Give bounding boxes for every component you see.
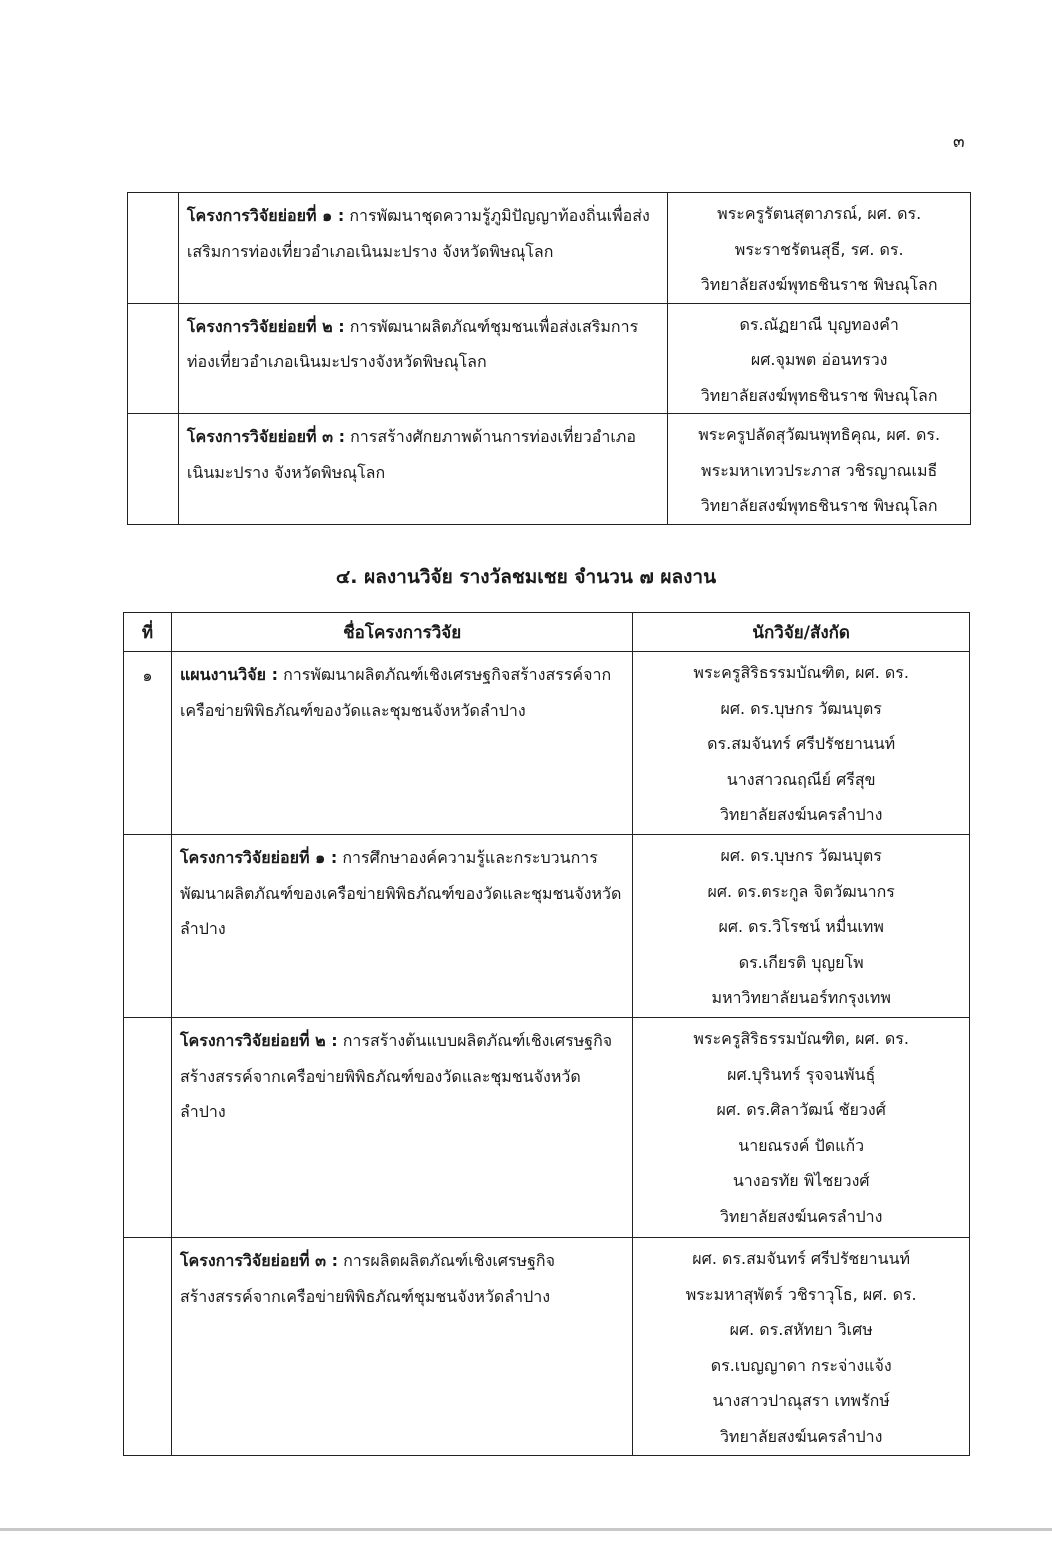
researcher-cell (633, 652, 970, 835)
header-number: ที่ (124, 613, 172, 652)
project-label: โครงการวิจัยย่อยที่ ๓ : (179, 1251, 339, 1270)
researcher-name: วิทยาลัยสงฆ์นครลำปาง (719, 1206, 883, 1226)
researcher-name: นางอรทัย พิไชยวงศ์ (732, 1171, 870, 1190)
row-number-cell (124, 652, 172, 835)
project-title-cell (178, 193, 667, 304)
project-title-cell (171, 1238, 632, 1456)
table-row (128, 193, 971, 304)
row-number-cell (124, 835, 172, 1018)
researcher-name: ผศ.จุมพต อ่อนทรวง (750, 350, 888, 369)
row-number-cell (124, 1238, 172, 1456)
project-label: โครงการวิจัยย่อยที่ ๑ : (179, 848, 338, 867)
researcher-name: ผศ. ดร.บุษกร วัฒนบุตร (720, 846, 882, 865)
row-number-cell (124, 1018, 172, 1238)
project-title: การพัฒนาชุดความรู้ภูมิปัญญาท้องถิ่นเพื่อส่งเสริมการท่องเที่ยวอำเภอเนินมะปราง จังหวัดพิษณุโลก (186, 206, 650, 261)
researcher-name: นางสาวณฤณีย์ ศรีสุข (726, 769, 876, 789)
project-title: การพัฒนาผลิตภัณฑ์ชุมชนเพื่อส่งเสริมการท่องเที่ยวอำเภอเนินมะปรางจังหวัดพิษณุโลก (186, 316, 639, 371)
scan-edge-line (0, 1528, 1052, 1531)
researcher-name: พระครูสิริธรรมบัณฑิต, ผศ. ดร. (693, 1029, 909, 1048)
researcher-cell (633, 1018, 970, 1238)
researcher-name: นายณรงค์ ปัดแก้ว (738, 1135, 865, 1155)
researcher-name: ผศ. ดร.สมจันทร์ ศรีปรัชยานนท์ (692, 1249, 911, 1268)
researcher-name: ผศ.บุรินทร์ รุจจนพันธุ์ (727, 1064, 876, 1084)
project-title: การผลิตผลิตภัณฑ์เชิงเศรษฐกิจสร้างสรรค์จากเครือข่ายพิพิธภัณฑ์ชุมชนจังหวัดลำปาง (179, 1251, 555, 1306)
researcher-name: วิทยาลัยสงฆ์นครลำปาง (719, 805, 883, 824)
row-number-cell (128, 303, 179, 414)
project-title: การศึกษาองค์ความรู้และกระบวนการพัฒนาผลิตภัณฑ์ของเครือข่ายพิพิธภัณฑ์ของวัดและชุมชนจังหวัดลำปาง (179, 848, 622, 938)
researcher-name: วิทยาลัยสงฆ์พุทธชินราช พิษณุโลก (700, 496, 938, 515)
researcher-name: วิทยาลัยสงฆ์พุทธชินราช พิษณุโลก (700, 275, 938, 294)
honorable-mention-table (123, 612, 970, 1456)
researcher-name: ดร.เบญญาดา กระจ่างแจ้ง (710, 1355, 892, 1375)
researcher-name: พระมหาเทวประภาส วชิรญาณเมธี (701, 460, 938, 480)
researcher-name: พระราชรัตนสุธี, รศ. ดร. (734, 239, 904, 259)
researcher-name: ผศ. ดร.ตระกูล จิตวัฒนากร (707, 881, 895, 901)
table-row (124, 1238, 970, 1456)
researcher-name: นางสาวปาณุสรา เทพรักษ์ (712, 1391, 890, 1410)
researcher-name: พระครูรัตนสุตาภรณ์, ผศ. ดร. (717, 204, 922, 223)
header-project: ชื่อโครงการวิจัย (171, 613, 632, 652)
project-label: แผนงานวิจัย : (179, 665, 278, 684)
table-row (128, 414, 971, 525)
researcher-name: วิทยาลัยสงฆ์นครลำปาง (719, 1426, 883, 1446)
project-title-cell (178, 303, 667, 414)
researcher-cell (668, 303, 971, 414)
section-heading: ๔. ผลงานวิจัย รางวัลชมเชย จำนวน ๗ ผลงาน (335, 566, 717, 588)
project-title-cell (171, 652, 632, 835)
project-title-cell (178, 414, 667, 525)
researcher-name: ผศ. ดร.วิโรชน์ หมื่นเทพ (718, 917, 884, 936)
page-number: ๓ (953, 132, 965, 152)
research-table-continued (127, 192, 971, 525)
row-number-cell (128, 414, 179, 525)
project-label: โครงการวิจัยย่อยที่ ๓ : (186, 427, 346, 446)
project-label: โครงการวิจัยย่อยที่ ๒ : (186, 316, 345, 336)
project-title-cell (171, 1018, 632, 1238)
table-row (124, 835, 970, 1018)
researcher-name: ผศ. ดร.บุษกร วัฒนบุตร (720, 698, 882, 718)
project-label: โครงการวิจัยย่อยที่ ๒ : (179, 1031, 338, 1050)
row-number: ๑ (142, 666, 153, 685)
researcher-cell (668, 414, 971, 525)
researcher-name: ดร.ณัฏยาณี บุญทองคำ (739, 314, 899, 334)
project-label: โครงการวิจัยย่อยที่ ๑ : (186, 206, 345, 225)
researcher-name: ดร.เกียรติ บุญยโพ (738, 952, 864, 972)
researcher-name: ผศ. ดร.ศิลาวัฒน์ ชัยวงศ์ (716, 1100, 886, 1119)
table-row (124, 1018, 970, 1238)
researcher-name: พระครูสิริธรรมบัณฑิต, ผศ. ดร. (693, 663, 909, 682)
researcher-name: วิทยาลัยสงฆ์พุทธชินราช พิษณุโลก (700, 385, 938, 405)
project-title: การพัฒนาผลิตภัณฑ์เชิงเศรษฐกิจสร้างสรรค์จากเครือข่ายพิพิธภัณฑ์ของวัดและชุมชนจังหวัดลำปาง (179, 665, 612, 720)
project-title: การสร้างต้นแบบผลิตภัณฑ์เชิงเศรษฐกิจสร้างสรรค์จากเครือข่ายพิพิธภัณฑ์ของวัดและชุมชนจังหวัดลำปาง (179, 1031, 613, 1121)
project-title-cell (171, 835, 632, 1018)
researcher-name: พระมหาสุพัตร์ วชิราวุโธ, ผศ. ดร. (685, 1284, 917, 1304)
researcher-name: มหาวิทยาลัยนอร์ทกรุงเทพ (711, 988, 891, 1007)
table-header-row (124, 613, 970, 652)
header-researcher: นักวิจัย/สังกัด (633, 613, 970, 652)
researcher-cell (633, 1238, 970, 1456)
table-row (124, 652, 970, 835)
researcher-name: ผศ. ดร.สหัทยา วิเศษ (729, 1320, 873, 1339)
project-title: การสร้างศักยภาพด้านการท่องเที่ยวอำเภอเนินมะปราง จังหวัดพิษณุโลก (186, 427, 636, 482)
researcher-cell (668, 193, 971, 304)
researcher-name: ดร.สมจันทร์ ศรีปรัชยานนท์ (707, 734, 896, 753)
table-row (128, 303, 971, 414)
row-number-cell (128, 193, 179, 304)
researcher-cell (633, 835, 970, 1018)
researcher-name: พระครูปลัดสุวัฒนพุทธิคุณ, ผศ. ดร. (698, 425, 941, 444)
